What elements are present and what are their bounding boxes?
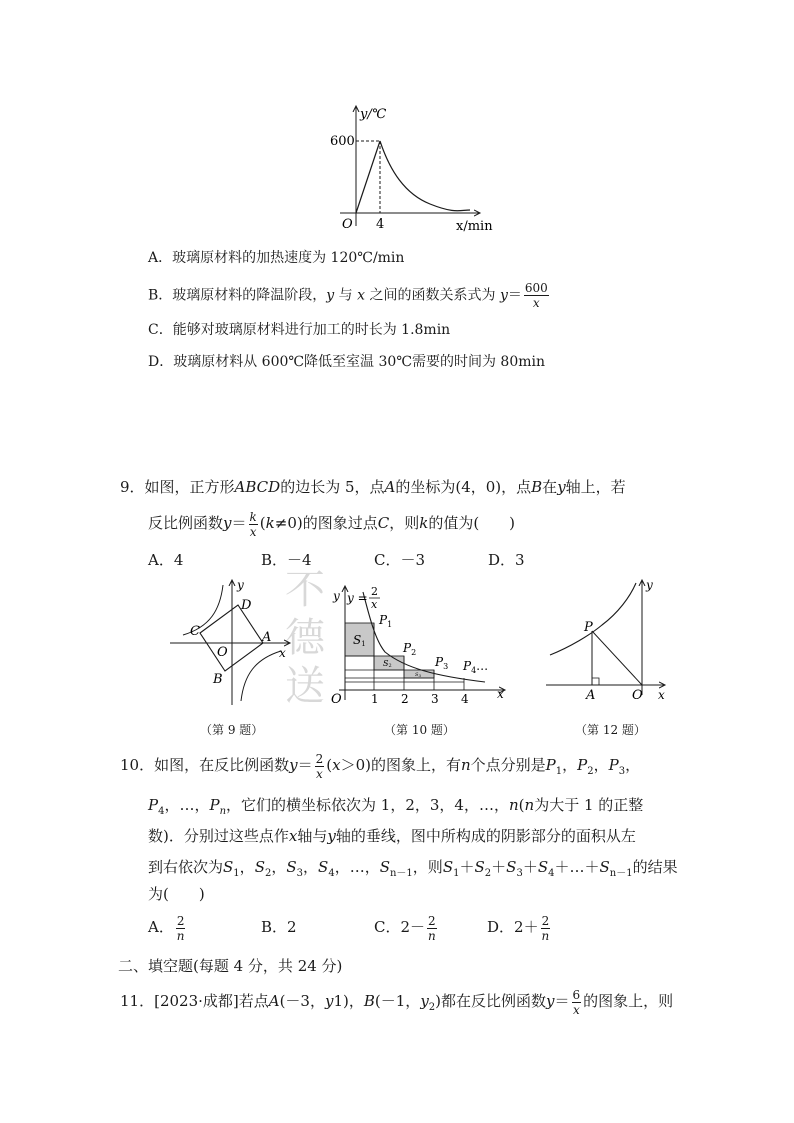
- figure-q12: [540, 575, 680, 705]
- q10-eq-den: x: [371, 598, 378, 611]
- q12-right-angle: [592, 678, 599, 685]
- q8-y-label: y/℃: [360, 107, 387, 122]
- q9-curve-upper-left: [183, 585, 223, 635]
- q9-label-A: A: [262, 630, 272, 645]
- q10-line-4: 到右依次为$S_1$，$S_2$，$S_3$，$S_4$，…，$S_{n-1}$，则$S_1+S_2+S_3+S_4+\dots+S_{n-1}$的结果: [148, 858, 678, 879]
- q10-tick-4: 4: [461, 692, 469, 706]
- q10-tick-1: 1: [371, 692, 379, 706]
- q9-label-C: C: [190, 624, 200, 639]
- figure-q8-graph: [320, 96, 500, 236]
- q8-heating-segment: [356, 141, 380, 213]
- q8-y-tick: 600: [330, 134, 355, 149]
- q8-cooling-curve: [380, 141, 470, 211]
- q10-option-c: C．2－ $\frac{2}{n}$: [374, 913, 436, 943]
- watermark: 不 德 送: [285, 567, 325, 709]
- figure-q9: [165, 575, 300, 710]
- q10-label-O: O: [331, 692, 342, 707]
- q10-label-P3: $P_3$: [435, 655, 449, 671]
- q9-label-x: x: [279, 646, 286, 660]
- q12-label-O: O: [632, 688, 643, 703]
- q12-segment-PO: [592, 631, 642, 685]
- q10-options: [148, 910, 552, 944]
- q8-x-tick: 4: [376, 217, 385, 232]
- q11-line-1: 11．[2023·成都]若点A(－3，y1)，B(－1，$y_2$)都在反比例函数y＝ $\frac{6}{x}$ 的图象上，则: [120, 987, 674, 1017]
- q9-label-y: y: [237, 578, 244, 592]
- q12-caption: （第 12 题）: [575, 723, 646, 737]
- q10-label-y: y: [333, 589, 340, 603]
- q8-option-b: B．玻璃原材料的降温阶段，y 与 x 之间的函数关系式为 y＝ $\frac{600}{x}$: [148, 281, 548, 310]
- q10-tick-3: 3: [431, 692, 439, 706]
- q10-eq-num: 2: [371, 585, 378, 598]
- q10-label-P1: $P_1$: [379, 613, 393, 629]
- q8-option-c: C．能够对玻璃原材料进行加工的时长为 1.8min: [148, 322, 451, 338]
- q10-label-S2: S2: [383, 659, 392, 669]
- q8-origin: O: [342, 217, 353, 232]
- q10-label-S1: S1: [353, 633, 366, 648]
- q10-label-x: x: [497, 687, 504, 701]
- q9-label-D: D: [241, 598, 252, 613]
- q10-option-b: B．2: [261, 918, 297, 936]
- q10-caption: （第 10 题）: [384, 723, 455, 737]
- q8-option-a: A．玻璃原材料的加热速度为 120℃/min: [148, 250, 405, 266]
- q8-option-d: D．玻璃原材料从 600℃降低至室温 30℃需要的时间为 80min: [148, 354, 546, 370]
- q10-label-S3: $S_3$: [415, 672, 421, 678]
- q9-label-O: O: [217, 645, 228, 660]
- q8-x-label: x/min: [456, 219, 493, 234]
- q12-curve: [550, 583, 636, 655]
- q9-option-c: C．－3: [374, 551, 426, 569]
- q9-fraction: $\frac{k}{x}$: [249, 509, 257, 539]
- q9-line-1: 9．如图，正方形ABCD的边长为 5，点A的坐标为(4，0)，点B在y轴上，若: [120, 478, 626, 496]
- q10-line-3: 数)．分别过这些点作x轴与y轴的垂线，图中所构成的阴影部分的面积从左: [148, 827, 636, 845]
- q9-line-2: 反比例函数y＝ $\frac{k}{x}$ (k≠0)的图象过点C，则k的值为( ): [148, 509, 516, 539]
- q10-option-d: D．2＋ $\frac{2}{n}$: [487, 913, 550, 943]
- q12-label-y: y: [646, 578, 653, 592]
- q10-line-5: 为( ): [148, 885, 205, 903]
- q10-tick-2: 2: [401, 692, 409, 706]
- q9-option-a: A．4: [148, 551, 184, 569]
- q10-label-P2: $P_2$: [403, 641, 417, 657]
- q10-label-P4: $P_4\dots$: [463, 659, 489, 675]
- q9-caption: （第 9 题）: [200, 723, 264, 737]
- q12-label-A: A: [586, 688, 596, 703]
- q9-label-B: B: [213, 672, 223, 687]
- q11-fraction: $\frac{6}{x}$: [572, 987, 581, 1017]
- figure-q10: [325, 580, 515, 710]
- q10-label-eq: y =: [347, 591, 368, 605]
- q12-label-P: P: [584, 620, 593, 635]
- q9-curve-lower-right: [241, 651, 281, 701]
- q8-b-fraction: $\frac{600}{x}$: [524, 281, 548, 310]
- section-2-heading: 二、填空题(每题 4 分，共 24 分): [118, 957, 343, 975]
- q10-line-2: $P_4$，…，$P_n$，它们的横坐标依次为 1，2，3，4，…，n(n为大于 1 的正整: [148, 796, 644, 817]
- q9-option-b: B．－4: [261, 551, 312, 569]
- q9-option-d: D．3: [488, 551, 525, 569]
- q12-label-x: x: [658, 688, 665, 702]
- q10-line-1: 10．如图，在反比例函数y＝ $\frac{2}{x}$ (x＞0)的图象上，有n个点分别是$P_1$，$P_2$，$P_3$，: [120, 751, 641, 781]
- q10-option-a: A． $\frac{2}{n}$: [148, 913, 185, 943]
- q10-fraction: $\frac{2}{x}$: [315, 751, 324, 781]
